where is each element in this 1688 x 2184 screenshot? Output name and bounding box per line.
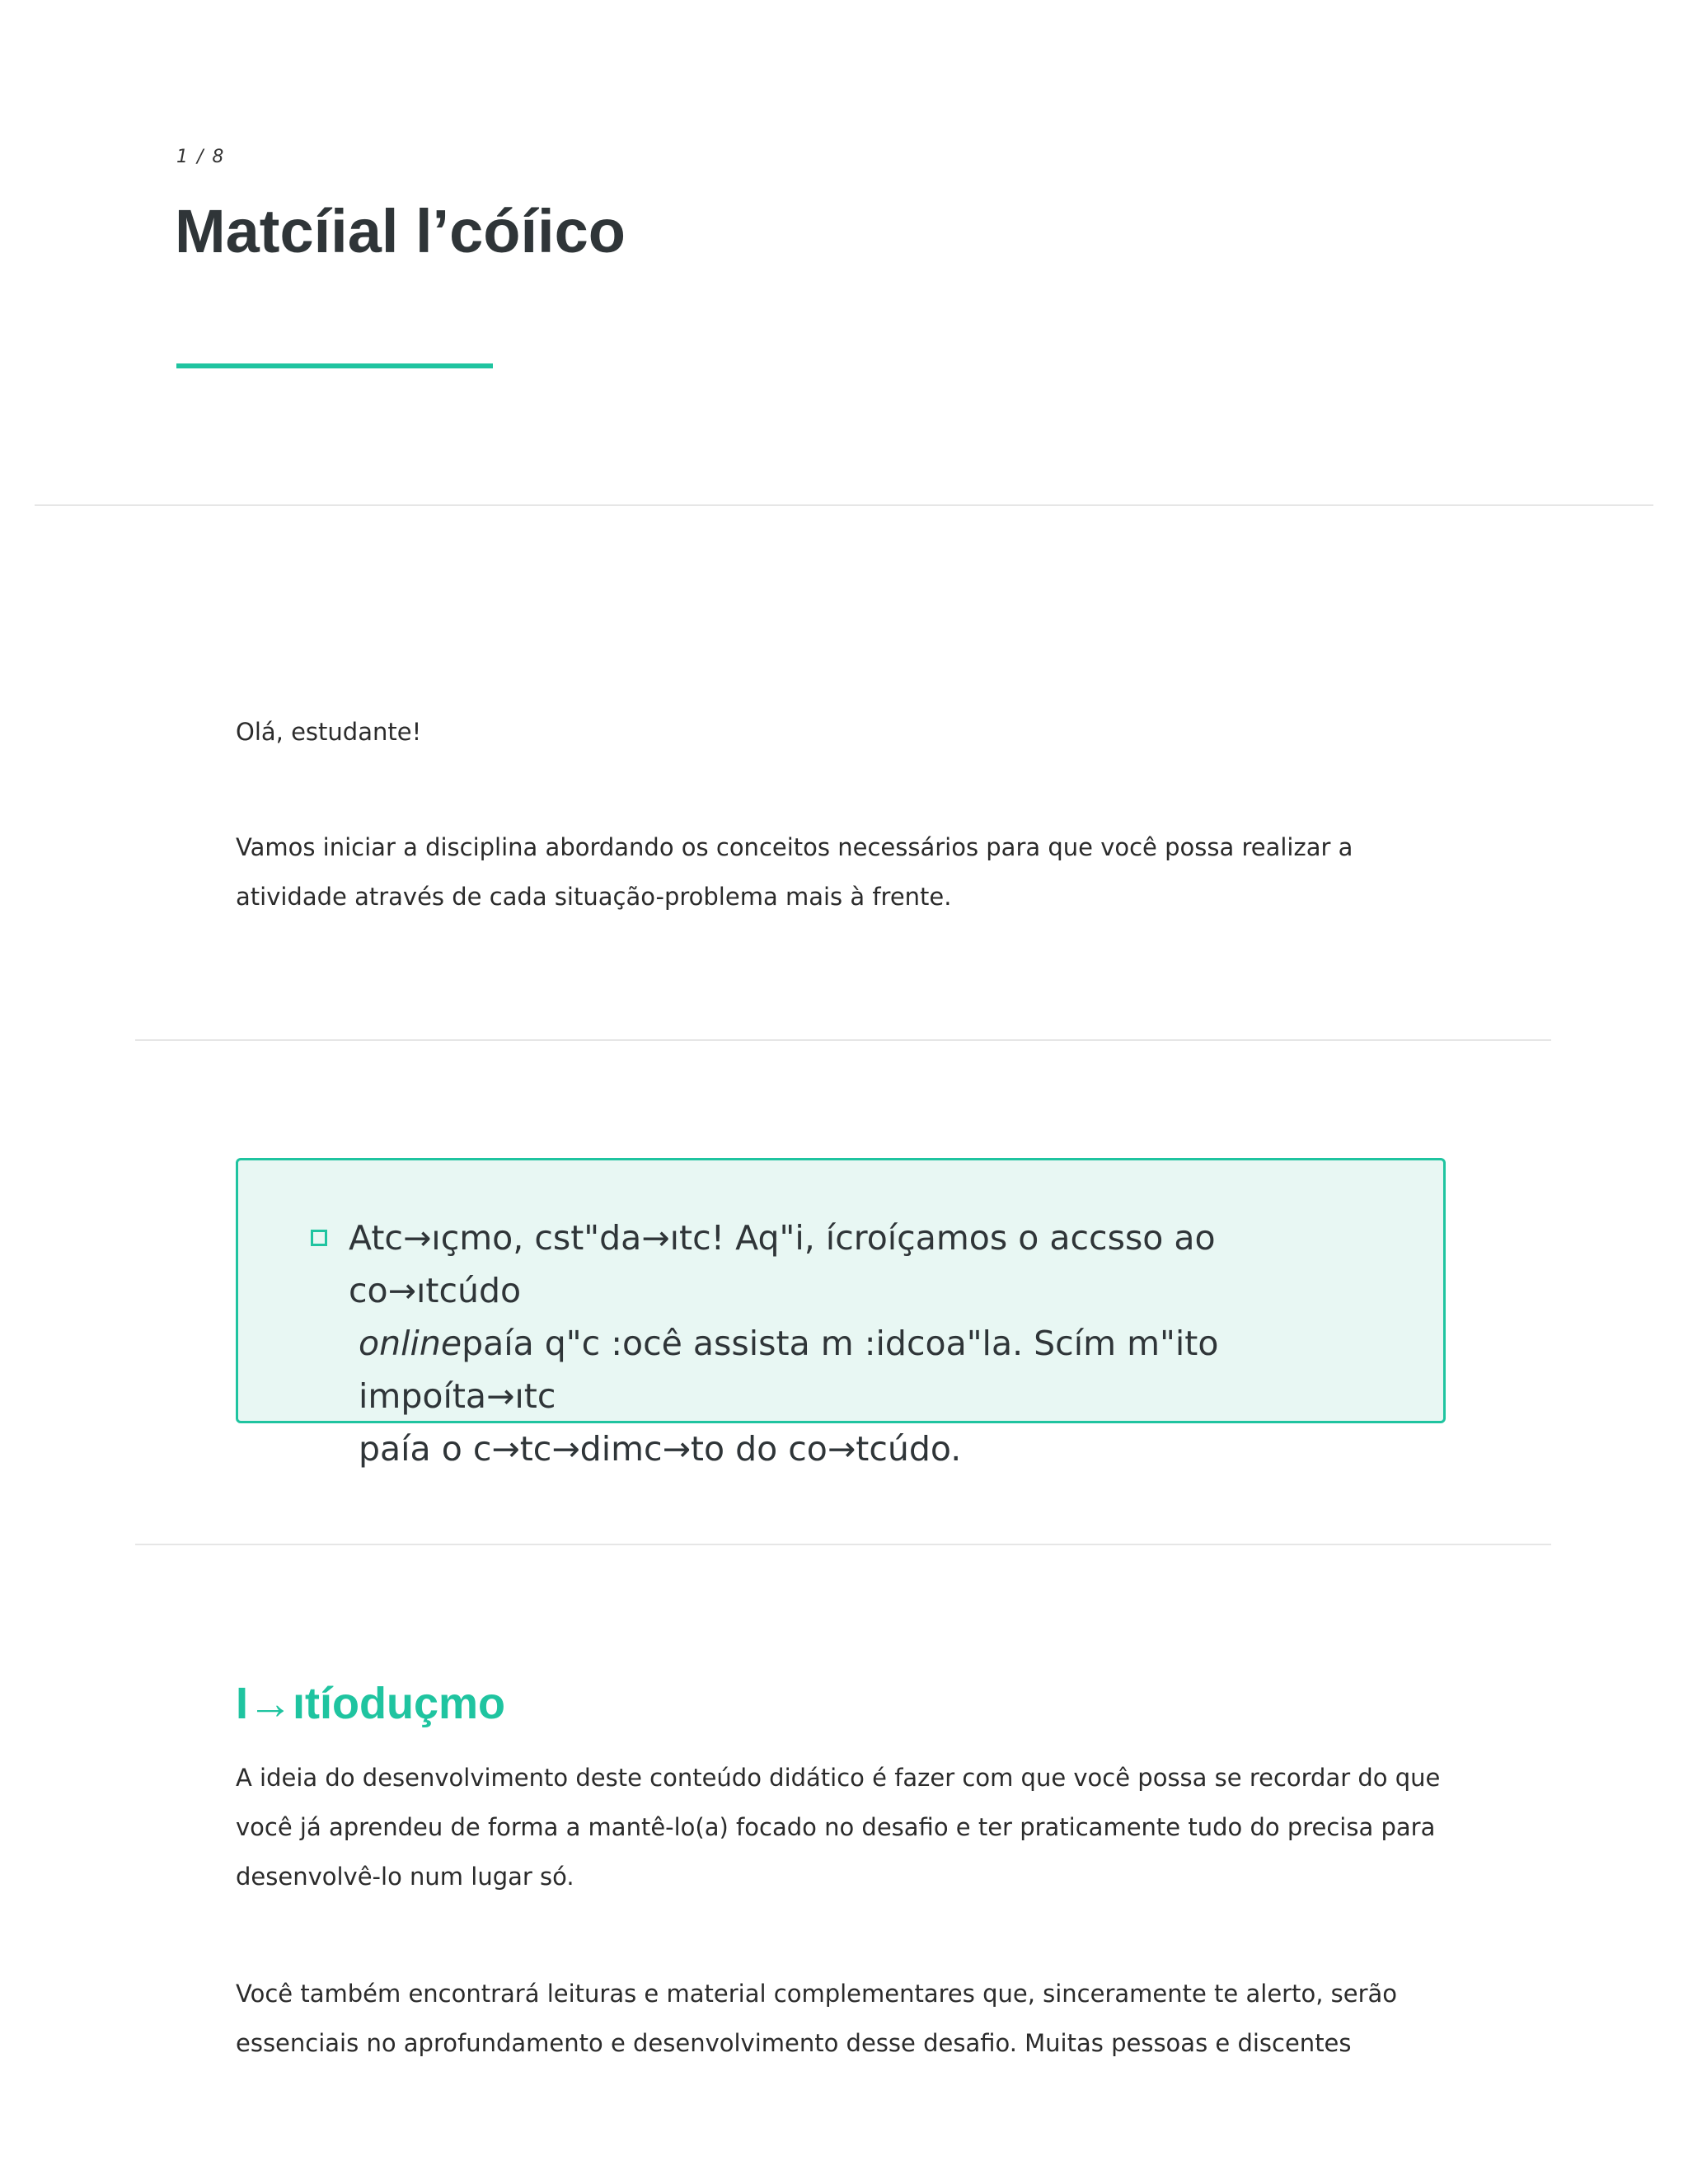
section-heading: I→ıtíoduçmo (236, 1679, 505, 1728)
square-bullet-icon (311, 1230, 327, 1246)
section-divider-2 (135, 1544, 1551, 1545)
page-counter: 1 / 8 (176, 147, 226, 167)
notice-line-3: paía o c→tc→dimc→to do co→tcúdo. (359, 1429, 962, 1469)
header-divider (35, 504, 1653, 506)
notice-emphasis: online (359, 1324, 462, 1363)
intro-paragraph: Vamos iniciar a disciplina abordando os conceitos necessários para que você possa realizar a atividade através de cada situação-problema mais à frente. (236, 833, 1353, 911)
section-divider-1 (135, 1039, 1551, 1041)
notice-text (349, 1212, 1395, 1475)
section-paragraph-1: A ideia do desenvolvimento deste conteúdo didático é fazer com que você possa se recordar do que você já aprendeu de forma a mantê-lo(a) focado no desafio e ter praticamente tudo do precisa para desenvolvê-lo num lugar só. (236, 1764, 1441, 1891)
section-paragraph-2: Você também encontrará leituras e material complementares que, sinceramente te alerto, serão essenciais no aprofundamento e desenvolvimento desse desafio. Muitas pessoas e discentes (236, 1980, 1398, 2057)
notice-line-2 (349, 1317, 1395, 1422)
document-title: Matcíial l’cóíico (175, 197, 626, 265)
greeting-text: Olá, estudante! (236, 718, 422, 746)
notice-box (236, 1158, 1446, 1469)
title-underline (176, 363, 493, 368)
notice-line-1: Atc→ıçmo, cst"da→ıtc! Aq"i, ícroíçamos o accsso ao co→ıtcúdo (349, 1218, 1216, 1310)
notice-line-2-rest: paía q"c :ocê assista m :idcoa"la. Scím m"ito impoíta→ıtc (359, 1324, 1219, 1416)
